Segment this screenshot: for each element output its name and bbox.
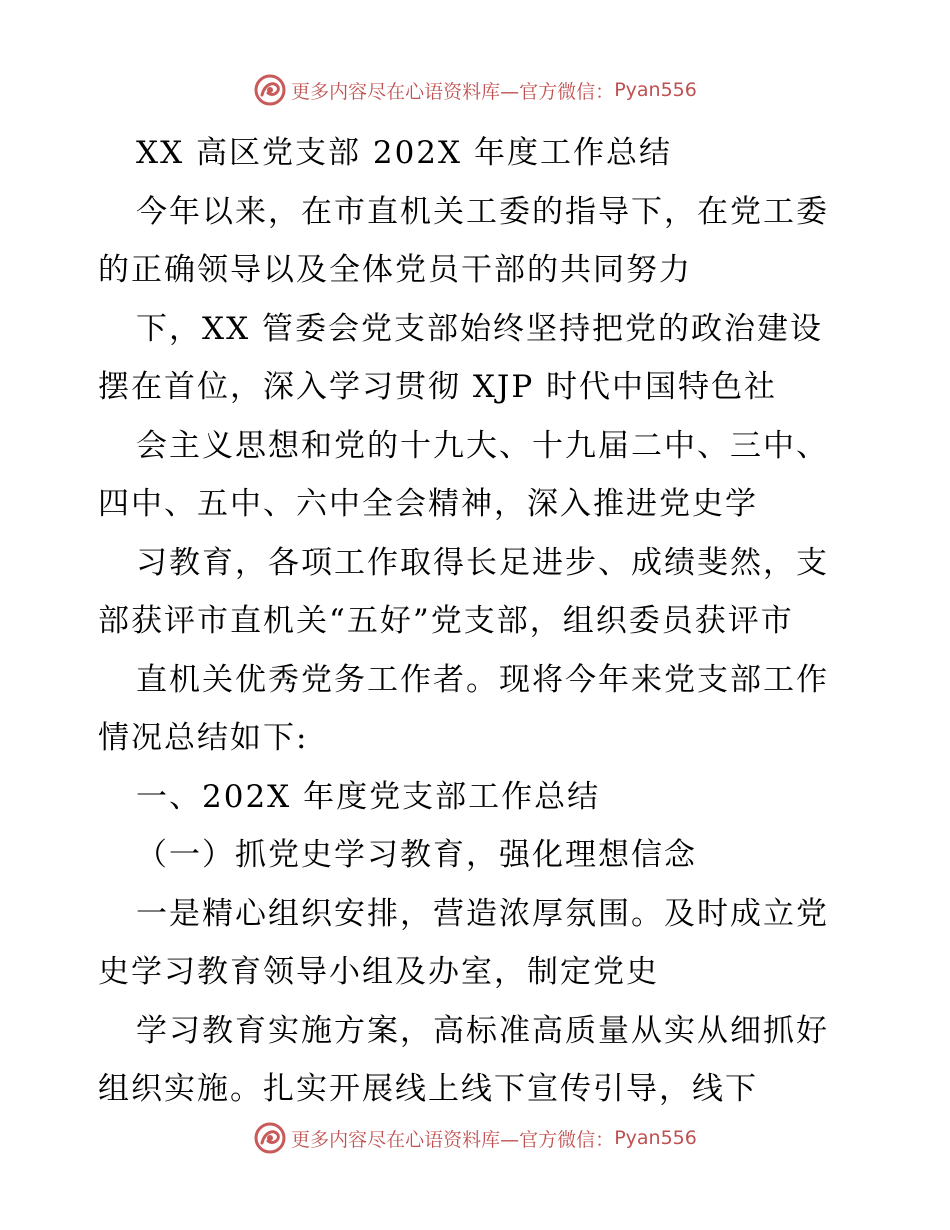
text-line: 组织实施。扎实开展线上线下宣传引导，线下	[98, 1071, 758, 1107]
text-line: 下，XX 管委会党支部始终坚持把党的政治建设	[136, 310, 823, 347]
text-line: 情况总结如下:	[98, 720, 309, 756]
text-line: 部获评市直机关“五好”党支部，组织委员获评市	[98, 603, 794, 639]
watermark-wechat-id: Pyan556	[614, 79, 697, 101]
text-line: 一、202X 年度党支部工作总结	[136, 778, 601, 815]
text-line: 今年以来，在市直机关工委的指导下，在党工委	[136, 193, 829, 230]
text-line: 习教育，各项工作取得长足进步、成绩斐然，支	[136, 544, 829, 581]
text-line: 会主义思想和党的十九大、十九届二中、三中、	[136, 427, 829, 464]
watermark-wechat-id: Pyan556	[614, 1127, 697, 1149]
document-body	[98, 124, 858, 1119]
red-seal-swirl-icon	[253, 73, 287, 107]
text-line: 史学习教育领导小组及办室，制定党史	[98, 954, 659, 990]
text-line: XX 高区党支部 202X 年度工作总结	[136, 135, 672, 171]
watermark-text: 更多内容尽在心语资料库—	[291, 1128, 520, 1151]
text-line: 直机关优秀党务工作者。现将今年来党支部工作	[136, 661, 829, 698]
watermark-text: 更多内容尽在心语资料库—	[291, 80, 520, 103]
text-line: 一是精心组织安排，营造浓厚氛围。及时成立党	[136, 895, 829, 932]
text-line: 的正确领导以及全体党员干部的共同努力	[98, 252, 692, 288]
text-line: 学习教育实施方案，高标准高质量从实从细抓好	[136, 1012, 829, 1049]
watermark-footer	[0, 1118, 950, 1158]
watermark-wechat-label: 官方微信：	[519, 1128, 615, 1151]
watermark-header	[0, 70, 950, 110]
text-line: （一）抓党史学习教育，强化理想信念	[136, 837, 697, 873]
watermark-wechat-label: 官方微信：	[519, 80, 615, 103]
text-line: 摆在首位，深入学习贯彻 XJP 时代中国特色社	[98, 369, 778, 405]
text-line: 四中、五中、六中全会精神，深入推进党史学	[98, 486, 758, 522]
red-seal-swirl-icon	[253, 1121, 287, 1155]
